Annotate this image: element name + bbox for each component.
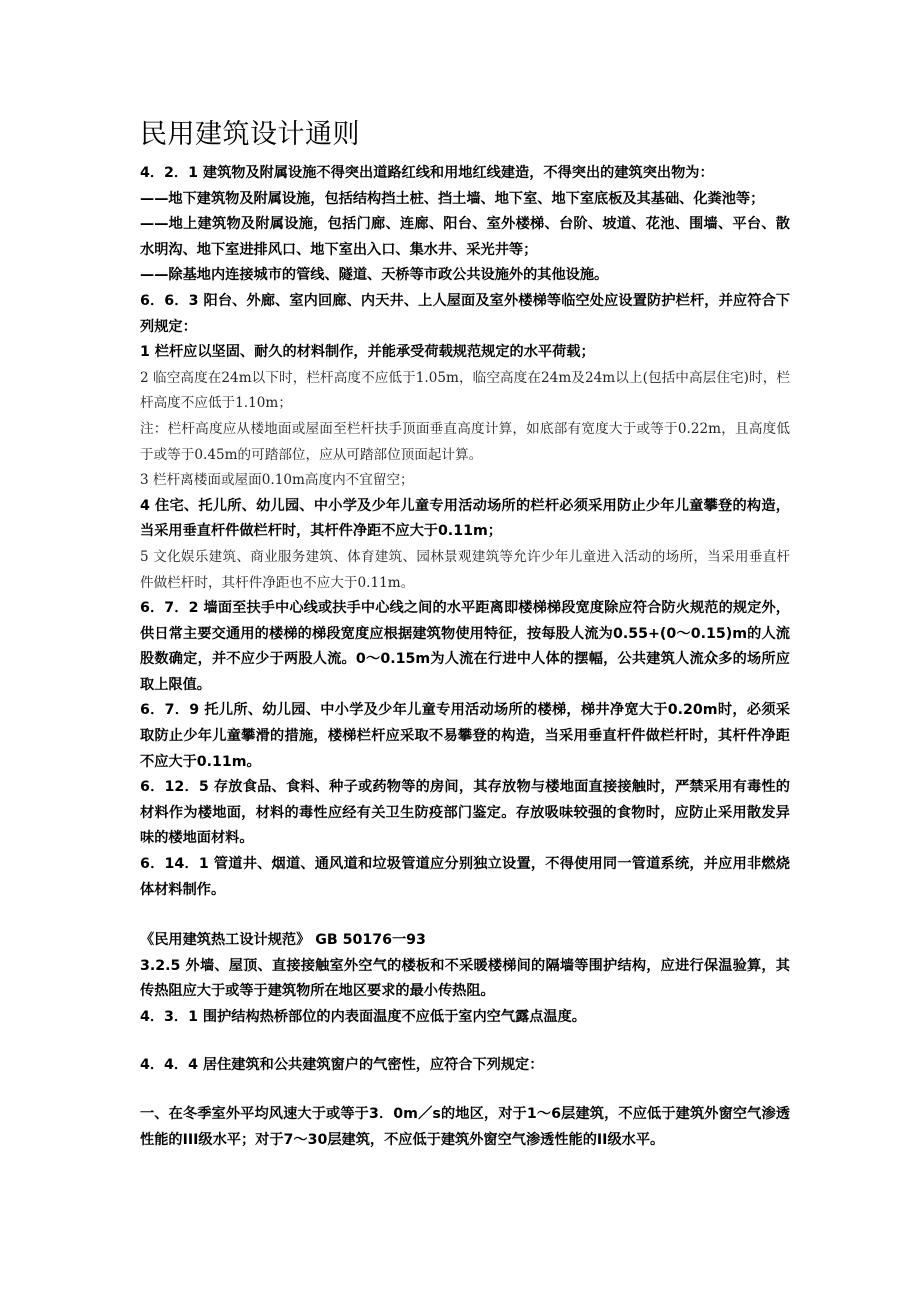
document-body — [140, 115, 790, 1153]
list-item-other-facilities: ——除基地内连接城市的管线、隧道、天桥等市政公共设施外的其他设施。 — [140, 267, 609, 284]
rule-item-4: 4 住宅、托儿所、幼儿园、中小学及少年儿童专用活动场所的栏杆必须采用防止少年儿童攀登的构造，当采用垂直杆件做栏杆时，其杆件净距不应大于0.11m； — [140, 497, 790, 540]
rule-note: 注：栏杆高度应从楼地面或屋面至栏杆扶手顶面垂直高度计算，如底部有宽度大于或等于0.22m，且高度低于或等于0.45m的可踏部位，应从可踏部位顶面起计算。 — [140, 420, 790, 463]
clause-6-7-9: 6．7．9 托儿所、幼儿园、中小学及少年儿童专用活动场所的楼梯，梯井净宽大于0.20m时，必须采取防止少年儿童攀滑的措施，楼梯栏杆应采取不易攀登的构造，当采用垂直杆件做栏杆时，其杆件净距不应大于0.11m。 — [140, 702, 790, 770]
section-heading-thermal-code: 《民用建筑热工设计规范》 GB 50176一93 — [140, 932, 426, 949]
airtightness-rule-1: 一、在冬季室外平均风速大于或等于3．0m／s的地区，对于1～6层建筑，不应低于建筑外窗空气渗透性能的III级水平；对于7～30层建筑，不应低于建筑外窗空气渗透性能的II级水平。 — [140, 1106, 790, 1148]
clause-6-14-1: 6．14．1 管道井、烟道、通风道和垃圾管道应分别独立设置，不得使用同一管道系统，并应用非燃烧体材料制作。 — [140, 856, 790, 898]
clause-4-3-1: 4．3．1 围护结构热桥部位的内表面温度不应低于室内空气露点温度。 — [140, 1009, 586, 1025]
spacer — [140, 1078, 790, 1102]
clause-6-6-3: 6．6．3 阳台、外廊、室内回廊、内天井、上人屋面及室外楼梯等临空处应设置防护栏杆，并应符合下列规定： — [140, 292, 790, 335]
list-item-aboveground: ——地上建筑物及附属设施，包括门廊、连廊、阳台、室外楼梯、台阶、坡道、花池、围墙、平台、散水明沟、地下室进排风口、地下室出入口、集水井、采光井等； — [140, 216, 790, 258]
rule-item-3: 3 栏杆离楼面或屋面0.10m高度内不宜留空； — [140, 472, 414, 489]
page-title: 民用建筑设计通则 — [140, 119, 360, 150]
clause-4-2-1: 4．2．1 建筑物及附属设施不得突出道路红线和用地红线建造，不得突出的建筑突出物为： — [140, 165, 714, 181]
spacer — [140, 903, 790, 928]
clause-3-2-5: 3.2.5 外墙、屋顶、直接接触室外空气的楼板和不采暖楼梯间的隔墙等围护结构，应进行保温验算，其传热阻应大于或等于建筑物所在地区要求的最小传热阻。 — [140, 957, 790, 1000]
rule-item-2: 2 临空高度在24m以下时，栏杆高度不应低于1.05m，临空高度在24m及24m以上(包括中高层住宅)时，栏杆高度不应低于1.10m； — [140, 369, 790, 412]
clause-6-7-2: 6．7．2 墙面至扶手中心线或扶手中心线之间的水平距离即楼梯梯段宽度除应符合防火规范的规定外，供日常主要交通用的楼梯的梯段宽度应根据建筑物使用特征，按每股人流为0.55+(0～0.15)m的人流股数确定，并不应少于两股人流。0～0.15m为人流在行进中人体的摆幅，公共建筑人流众多的场所应取上限值。 — [140, 600, 790, 693]
list-item-underground: ——地下建筑物及附属设施，包括结构挡土桩、挡土墙、地下室、地下室底板及其基础、化粪池等； — [140, 190, 765, 207]
rule-item-5: 5 文化娱乐建筑、商业服务建筑、体育建筑、园林景观建筑等允许少年儿童进入活动的场所，当采用垂直杆件做栏杆时，其杆件净距也不应大于0.11m。 — [140, 548, 790, 591]
rule-item-1: 1 栏杆应以坚固、耐久的材料制作，并能承受荷载规范规定的水平荷载； — [140, 344, 595, 361]
clause-4-4-4: 4．4．4 居住建筑和公共建筑窗户的气密性，应符合下列规定： — [140, 1056, 544, 1073]
clause-6-12-5: 6．12．5 存放食品、食料、种子或药物等的房间，其存放物与楼地面直接接触时，严禁采用有毒性的材料作为楼地面，材料的毒性应经有关卫生防疫部门鉴定。存放吸味较强的食物时，应防止采用散发异味的楼地面材料。 — [140, 779, 790, 847]
spacer — [140, 1031, 790, 1053]
